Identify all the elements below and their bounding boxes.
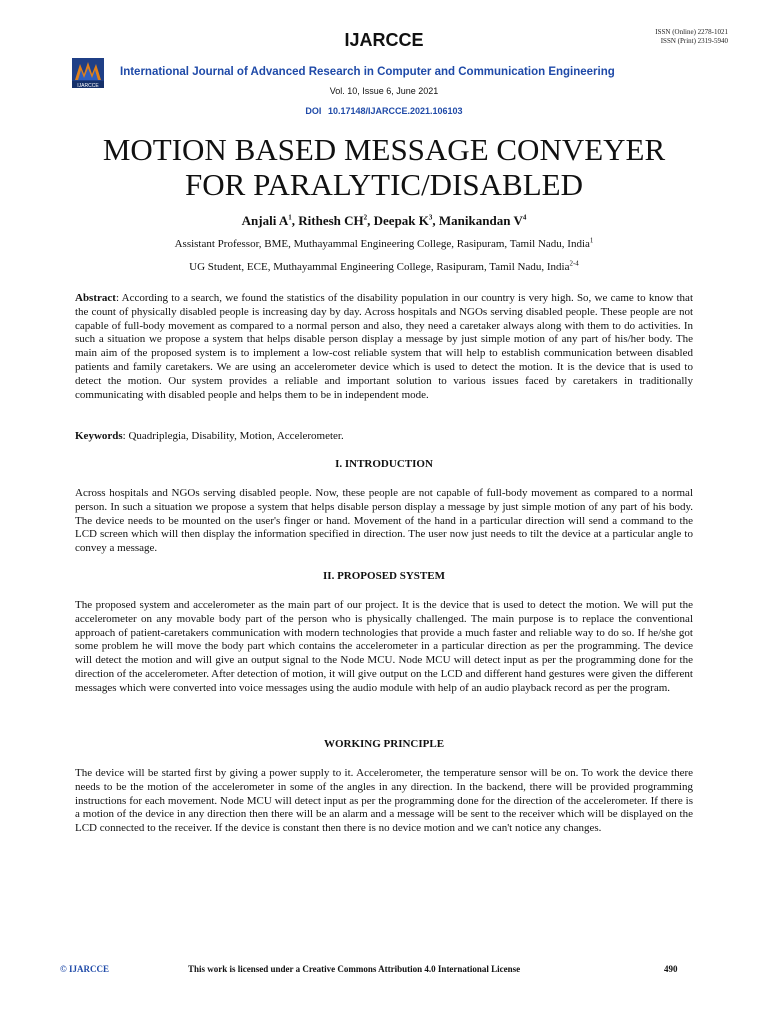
journal-logo xyxy=(72,58,104,88)
affiliation-1 xyxy=(0,238,768,250)
section-heading-introduction: I. INTRODUCTION xyxy=(335,458,433,470)
author-name: Anjali A xyxy=(241,213,289,228)
author-sup: 3 xyxy=(428,213,433,222)
author-sep: , xyxy=(432,213,439,228)
author-sup: 1 xyxy=(288,213,292,222)
affiliation-text: UG Student, ECE, Muthayammal Engineering College, Rasipuram, Tamil Nadu, India xyxy=(189,261,570,273)
page-number: 490 xyxy=(664,964,678,974)
abstract-text: : According to a search, we found the statistics of the disability population in our country is very high. So, we came to know that the count of physically disabled people is increasing day by day. Across hospitals and NGOs serving disabled people. These people are not capable of full-body movement as compared to a normal person and also, they need a caretaker always along with them to do activities. In such a situation we propose a system that helps disable person display a message by just simple motion of any part of his/her body. The main aim of the proposed system is to implement a low-cost reliable system that will help to establish communication between disabled patients and family caretakers. We are using an accelerometer device which is used to detect the motion. It is the device that is used to detect the motion. Our system provides a reliable and important solution to various issues faced by caretakers in traditionally communicating with disabled people and helps them to be in independent mode. xyxy=(75,292,693,401)
proposed-system-text: The proposed system and accelerometer as the main part of our project. It is the device that is used to detect the motion. We will put the accelerometer on any movable body part of the person who is physically challenged. The main purpose is to replace the conventional approach of patient-caretakers communication with modern technologies that provide a much faster and reliable way to do so. If he/she got some problem he will move the body part which contains the accelerometer in a particular direction as per the programming. The device will detect the motion and will give an output signal to the Node MCU. Node MCU will detect input as per the programming done for the direction of the accelerometer. After detection of motion, it will give output on the LCD and different hand gestures were given the different messages which were converted into voice messages using the audio module with help of an audio playback record as per the program. xyxy=(75,599,693,694)
journal-name: International Journal of Advanced Research in Computer and Communication Engineering xyxy=(120,66,615,78)
issn-print: ISSN (Print) 2319-5940 xyxy=(660,37,728,45)
doi-link[interactable]: 10.17148/IJARCCE.2021.106103 xyxy=(327,106,463,116)
journal-abbrev: IJARCCE xyxy=(344,30,424,50)
author-name: Deepak K xyxy=(373,213,429,228)
author-name: Rithesh CH xyxy=(298,213,364,228)
author-sup: 4 xyxy=(522,213,527,222)
affiliation-2 xyxy=(0,261,768,273)
issn-block xyxy=(655,28,728,46)
doi-line[interactable] xyxy=(0,106,768,116)
section-heading-proposed-system: II. PROPOSED SYSTEM xyxy=(323,570,445,582)
logo-graphic xyxy=(72,58,104,88)
title-line-2: FOR PARALYTIC/DISABLED xyxy=(185,167,583,202)
abstract-label: Abstract xyxy=(75,292,116,304)
author-sep: , xyxy=(367,213,374,228)
author-sep: , xyxy=(291,213,299,228)
working-principle-text: The device will be started first by giving a power supply to it. Accelerometer, the temperature sensor will be on. To work the device there needs to be the motion of the accelerometer in some of the angles in any direction. In the backend, there will be provided programming instructions for each movement. Node MCU will detect input as per the programming done for the direction of the accelerometer. If there is a motion of the device in any direction then there will be an alarm and a message will be sent to the receiver which will be displayed on the LCD connected to the receiver. If the device is constant then there is no device motion and we can't notice any changes. xyxy=(75,767,693,835)
title-line-1: MOTION BASED MESSAGE CONVEYER xyxy=(102,132,666,167)
paper-title xyxy=(40,132,728,202)
doi-label: DOI xyxy=(305,106,322,116)
footer-license[interactable]: This work is licensed under a Creative Commons Attribution 4.0 International License xyxy=(188,964,521,974)
affiliation-sup: 1 xyxy=(589,236,594,245)
author-sup: 2 xyxy=(363,213,368,222)
keywords-label: Keywords xyxy=(75,430,123,442)
volume-issue: Vol. 10, Issue 6, June 2021 xyxy=(329,86,439,96)
logo-text: IJARCCE xyxy=(77,83,99,88)
keywords xyxy=(75,430,693,444)
introduction-text: Across hospitals and NGOs serving disabled people. Now, these people are not capable of full-body movement as compared to a normal person. In such a situation we propose a system that helps disable person display a message by just simple motion of any part of his body. The device needs to be mounted on the user's finger or hand. Movement of the hand in a particular direction will send a command to the LCD screen which will then display the information specified in direction. The user now just needs to tilt the device at a particular angle to convey a message. xyxy=(75,487,693,555)
affiliation-text: Assistant Professor, BME, Muthayammal Engineering College, Rasipuram, Tamil Nadu, India xyxy=(174,238,590,250)
footer-copyright: © IJARCCE xyxy=(60,964,109,974)
abstract xyxy=(75,292,693,402)
section-heading-working-principle: WORKING PRINCIPLE xyxy=(323,738,445,750)
author-name: Manikandan V xyxy=(438,213,523,228)
issn-online: ISSN (Online) 2278-1021 xyxy=(655,28,728,36)
affiliation-sup: 2-4 xyxy=(569,259,579,268)
keywords-text: : Quadriplegia, Disability, Motion, Accelerometer. xyxy=(122,430,344,442)
author-list xyxy=(0,213,768,229)
